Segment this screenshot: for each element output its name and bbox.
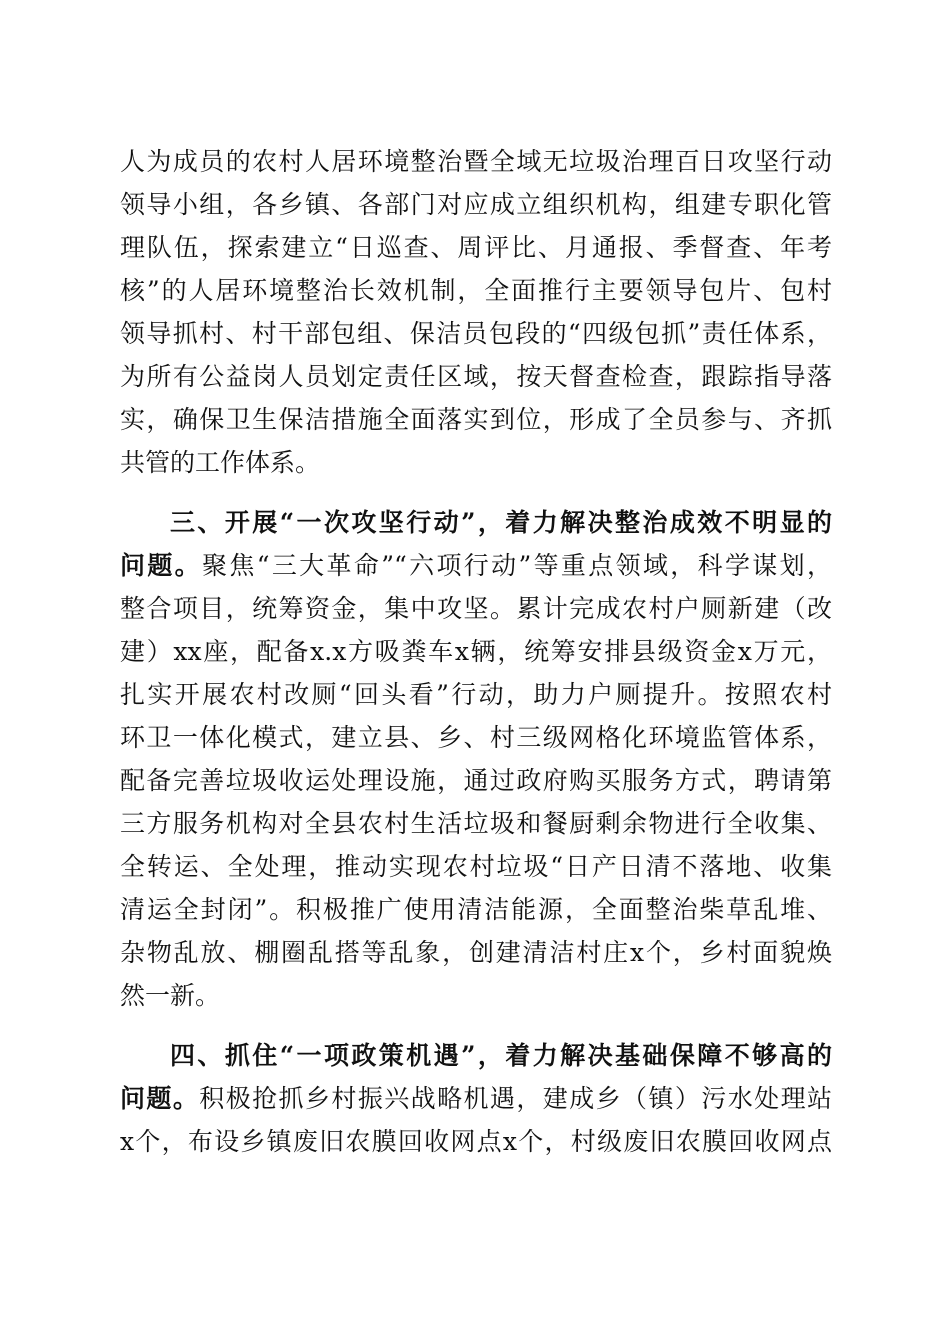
body-line: 扎实开展农村改厕“回头看”行动，助力户厕提升。按照农村 — [120, 680, 832, 709]
body-line: 人为成员的农村人居环境整治暨全域无垃圾治理百日攻坚行动 — [120, 147, 832, 176]
body-line: 环卫一体化模式，建立县、乡、村三级网格化环境监管体系， — [120, 723, 832, 752]
body-line: 然一新。 — [120, 981, 221, 1010]
body-line: 实，确保卫生保洁措施全面落实到位，形成了全员参与、齐抓 — [120, 405, 832, 434]
body-line: 领导抓村、村干部包组、保洁员包段的“四级包抓”责任体系， — [120, 319, 832, 348]
body-line: 整合项目，统筹资金，集中攻坚。累计完成农村户厕新建（改 — [120, 594, 832, 623]
body-line: 杂物乱放、棚圈乱搭等乱象，创建清洁村庄x个，乡村面貌焕 — [120, 938, 832, 967]
body-line: 为所有公益岗人员划定责任区域，按天督查检查，跟踪指导落 — [120, 362, 832, 391]
body-line: 三方服务机构对全县农村生活垃圾和餐厨剩余物进行全收集、 — [120, 809, 832, 838]
body-line: 清运全封闭”。积极推广使用清洁能源，全面整治柴草乱堆、 — [120, 895, 832, 924]
body-line: x个，布设乡镇废旧农膜回收网点x个，村级废旧农膜回收网点 — [120, 1127, 832, 1156]
body-line: 全转运、全处理，推动实现农村垃圾“日产日清不落地、收集 — [120, 852, 832, 881]
section-heading-4-end: 问题。 — [120, 1084, 200, 1113]
body-line: 领导小组，各乡镇、各部门对应成立组织机构，组建专职化管 — [120, 190, 832, 219]
body-line: 配备完善垃圾收运处理设施，通过政府购买服务方式，聘请第 — [120, 766, 832, 795]
body-text: 积极抢抓乡村振兴战略机遇，建成乡（镇）污水处理站 — [199, 1084, 832, 1113]
section-heading-3: 三、开展“一次攻坚行动”，着力解决整治成效不明显的 — [170, 508, 832, 537]
body-text: 聚焦“三大革命”“六项行动”等重点领域，科学谋划， — [202, 551, 832, 580]
body-line: 建）xx座，配备x.x方吸粪车x辆，统筹安排县级资金x万元， — [120, 637, 832, 666]
body-line: 理队伍，探索建立“日巡查、周评比、月通报、季督查、年考 — [120, 233, 832, 262]
body-line: 核”的人居环境整治长效机制，全面推行主要领导包片、包村 — [120, 276, 832, 305]
body-line — [120, 546, 832, 586]
section-heading-4: 四、抓住“一项政策机遇”，着力解决基础保障不够高的 — [170, 1041, 832, 1070]
section-heading-3-end: 问题。 — [120, 551, 203, 580]
body-line — [120, 1079, 832, 1119]
body-line: 共管的工作体系。 — [120, 448, 321, 477]
